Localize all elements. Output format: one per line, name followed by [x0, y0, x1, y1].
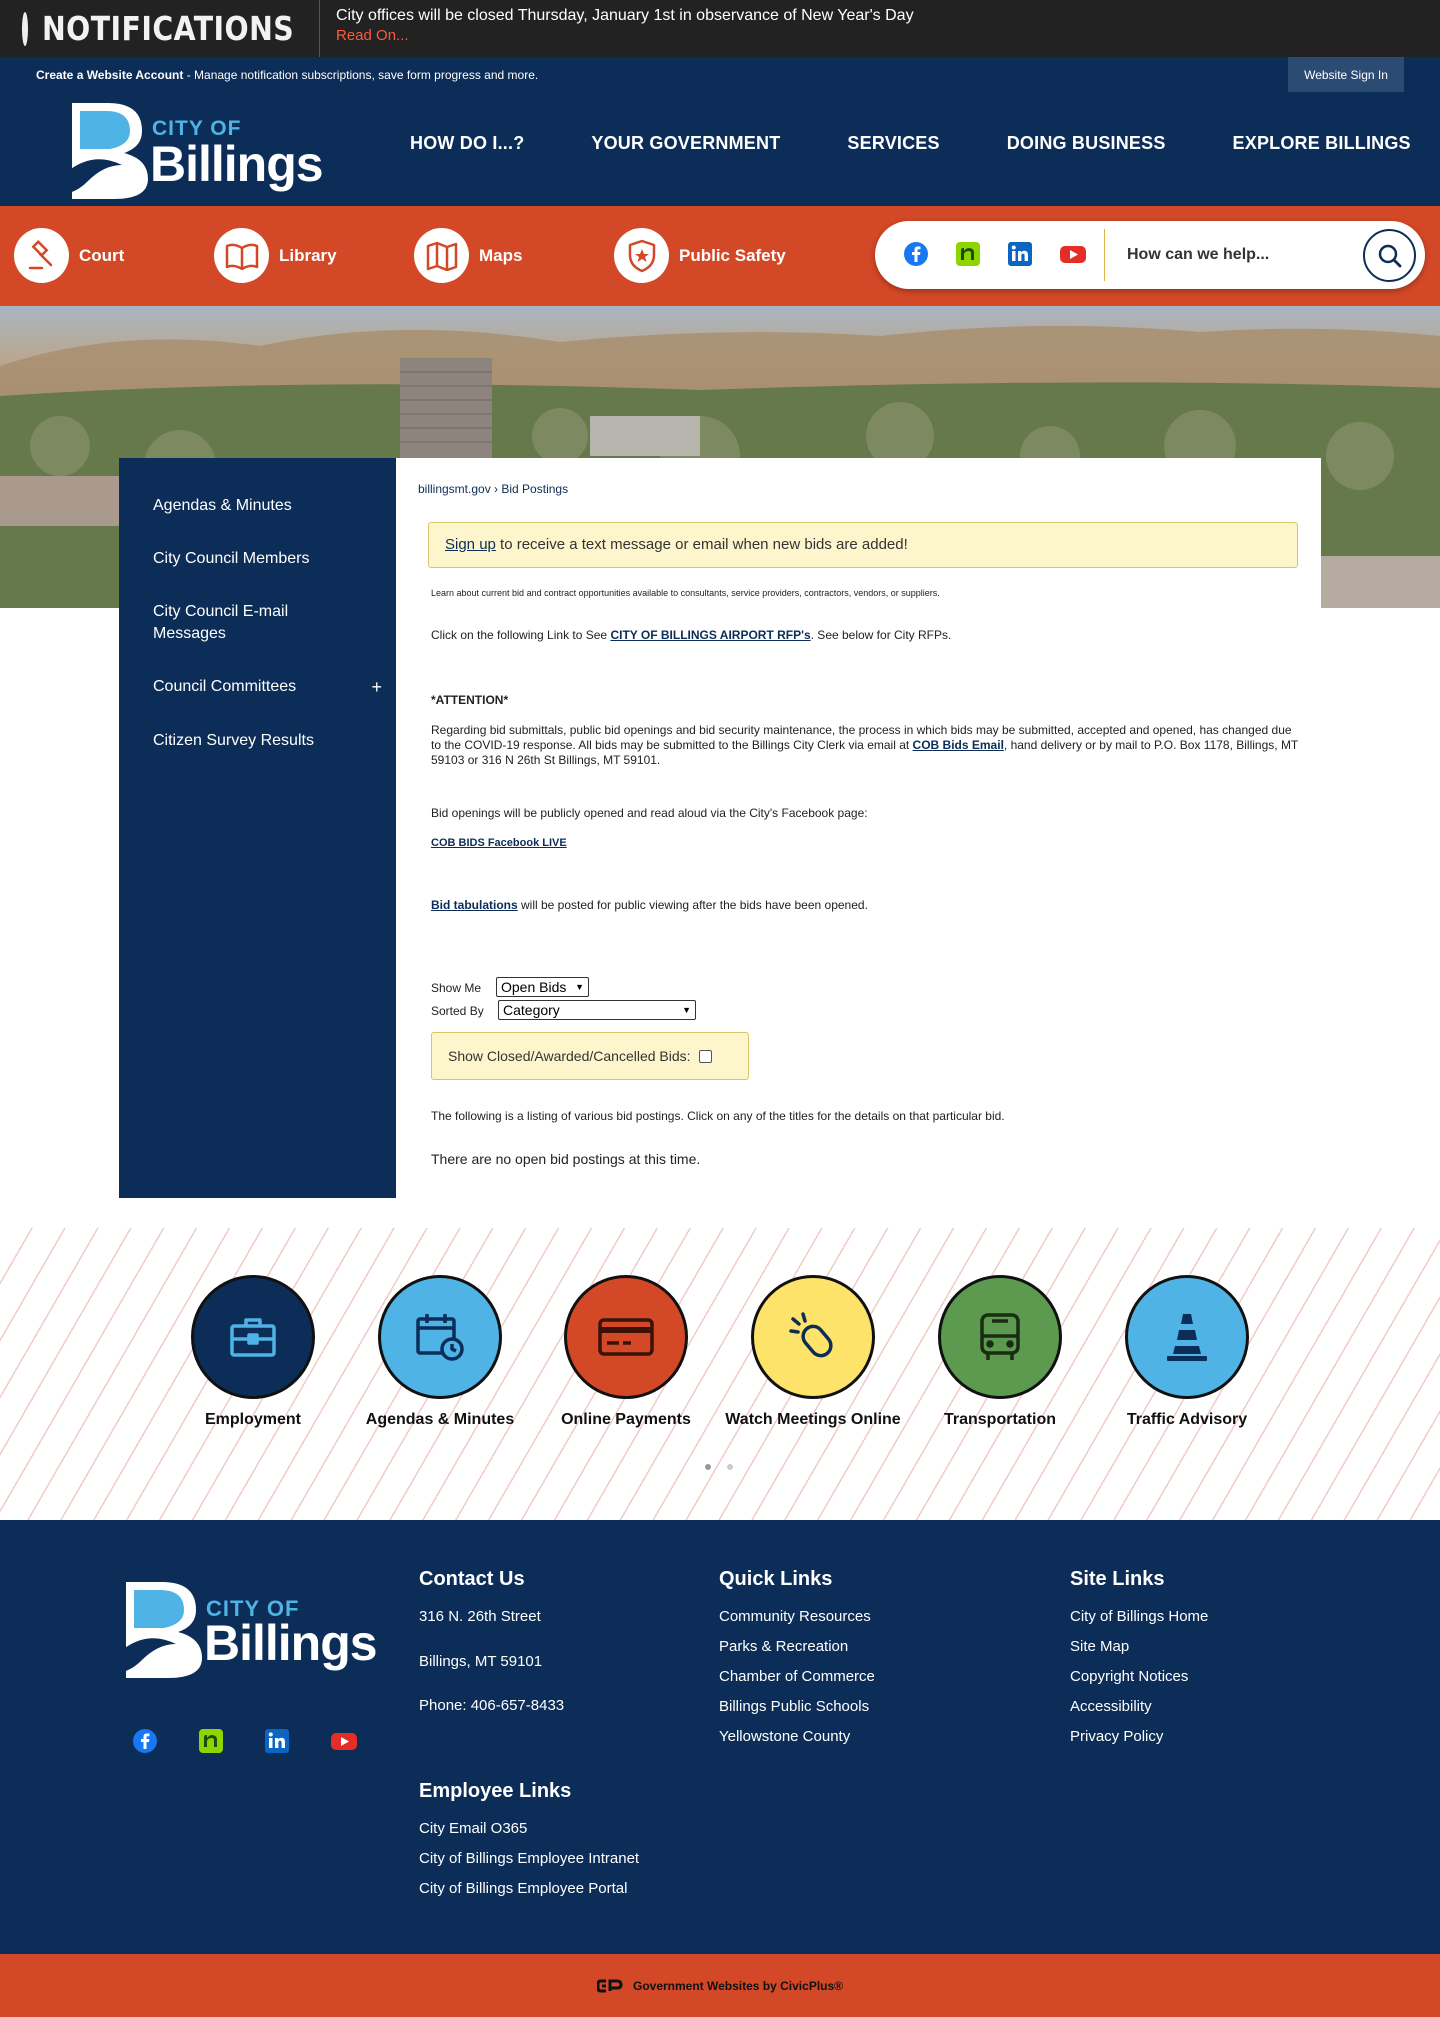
nav-services[interactable]: SERVICES — [847, 133, 940, 153]
show-closed-box — [431, 1032, 749, 1080]
footer-link[interactable]: Site Map — [1070, 1638, 1130, 1655]
account-bar — [0, 57, 1440, 93]
logo-city-of: CITY OF — [206, 1596, 300, 1621]
book-icon — [214, 228, 269, 283]
show-me-value: Open Bids — [501, 979, 567, 995]
no-bids-message: There are no open bid postings at this time. — [431, 1151, 701, 1167]
sidebar-item-council-committees[interactable] — [119, 676, 396, 698]
search-input[interactable] — [1127, 239, 1347, 271]
quick-link-label: Public Safety — [679, 245, 786, 265]
badge-icon — [614, 228, 669, 283]
quick-link-public-safety[interactable] — [614, 228, 786, 283]
logo-billings: Billings — [204, 1615, 377, 1671]
search-icon — [1377, 243, 1403, 269]
footer-site-links — [1070, 1568, 1208, 1759]
quick-links-bar — [0, 206, 1440, 306]
graphic-link-agendas-minutes[interactable] — [347, 1275, 533, 1429]
footer-heading: Site Links — [1070, 1568, 1165, 1590]
covid-post-text: , hand delivery or by mail to P.O. Box 1178, Billings, MT 59103 or 316 N 26th St Billings, MT 59101. — [431, 738, 1299, 767]
sidebar-item-label: City Council E-mail Messages — [153, 603, 289, 642]
footer-heading: Quick Links — [719, 1568, 833, 1590]
carousel-dots — [705, 1464, 749, 1470]
bid-tabulations-link[interactable]: Bid tabulations — [431, 898, 518, 912]
facebook-icon[interactable] — [132, 1728, 158, 1754]
civicplus-bar — [0, 1954, 1440, 2017]
footer-link[interactable]: Chamber of Commerce — [719, 1668, 875, 1685]
sidebar-item-city-council-members[interactable] — [119, 548, 396, 570]
breadcrumb-separator: › — [490, 482, 502, 496]
intro-text: Learn about current bid and contract opportunities available to consultants, service providers, contractors, vendors, or suppliers. — [431, 588, 940, 598]
nav-doing-business[interactable]: DOING BUSINESS — [1006, 133, 1166, 153]
footer-link[interactable]: Copyright Notices — [1070, 1668, 1189, 1685]
bus-icon — [938, 1275, 1062, 1399]
quick-link-label: Court — [79, 245, 125, 265]
footer-link[interactable]: Yellowstone County — [719, 1728, 851, 1745]
airport-rfp-link[interactable]: CITY OF BILLINGS AIRPORT RFP's — [610, 628, 811, 642]
expand-plus-icon[interactable]: + — [371, 677, 382, 697]
city-logo[interactable] — [64, 101, 324, 201]
youtube-icon[interactable] — [1059, 241, 1087, 267]
breadcrumb — [418, 482, 568, 496]
billings-logo-icon — [64, 101, 154, 201]
site-header — [0, 93, 1440, 206]
carousel-dot[interactable] — [705, 1464, 711, 1470]
footer-link[interactable]: Billings Public Schools — [719, 1698, 870, 1715]
footer-link[interactable]: Accessibility — [1070, 1698, 1152, 1715]
carousel-dot[interactable] — [727, 1464, 733, 1470]
billings-logo-icon — [118, 1580, 208, 1680]
notification-label — [0, 0, 320, 57]
show-closed-label: Show Closed/Awarded/Cancelled Bids: — [448, 1048, 691, 1064]
covid-paragraph — [431, 723, 1301, 768]
listing-text: The following is a listing of various bid postings. Click on any of the titles for the details on that particular bid. — [431, 1109, 1005, 1123]
sidebar-item-label: Agendas & Minutes — [153, 497, 292, 514]
attention-heading: *ATTENTION* — [431, 693, 509, 707]
airport-pre-text: Click on the following Link to See — [431, 628, 611, 642]
sidebar-item-label: City Council Members — [153, 550, 310, 567]
footer-link[interactable]: Parks & Recreation — [719, 1638, 849, 1655]
tabulations-post-text: will be posted for public viewing after the bids have been opened. — [517, 898, 868, 912]
footer-link[interactable]: City of Billings Employee Portal — [419, 1880, 628, 1897]
nav-explore-billings[interactable]: EXPLORE BILLINGS — [1232, 133, 1411, 153]
footer-heading: Employee Links — [419, 1780, 572, 1802]
civicplus-logo-icon — [597, 1979, 623, 1993]
graphic-link-online-payments[interactable] — [533, 1275, 719, 1429]
graphic-link-label: Traffic Advisory — [1126, 1411, 1248, 1428]
chevron-down-icon: ▼ — [682, 1005, 691, 1015]
logo-billings: Billings — [150, 136, 323, 192]
nextdoor-icon[interactable] — [955, 241, 981, 267]
footer-heading: Contact Us — [419, 1568, 525, 1590]
facebook-icon[interactable] — [903, 241, 929, 267]
graphic-link-employment[interactable] — [160, 1275, 346, 1429]
sidebar-item-label: Citizen Survey Results — [153, 732, 314, 749]
chevron-down-icon: ▼ — [575, 982, 584, 992]
footer-link[interactable]: City of Billings Home — [1070, 1608, 1209, 1625]
signup-notice — [428, 522, 1298, 568]
graphic-link-watch-meetings[interactable] — [720, 1275, 906, 1429]
footer-employee-links — [419, 1780, 639, 1911]
footer-address-line: Billings, MT 59101 — [419, 1653, 543, 1670]
linkedin-icon[interactable] — [264, 1728, 290, 1754]
show-closed-checkbox[interactable] — [699, 1050, 712, 1063]
site-footer — [0, 1520, 1440, 1954]
sorted-by-value: Category — [503, 1002, 560, 1018]
nextdoor-icon[interactable] — [198, 1728, 224, 1754]
civicplus-link[interactable]: Government Websites by CivicPlus® — [632, 1978, 844, 1993]
graphic-link-label: Online Payments — [561, 1411, 691, 1428]
graphic-link-label: Agendas & Minutes — [365, 1411, 515, 1428]
footer-quick-links — [719, 1568, 875, 1759]
website-sign-in-button[interactable]: Website Sign In — [1288, 57, 1404, 92]
nav-your-government[interactable]: YOUR GOVERNMENT — [591, 133, 781, 153]
youtube-icon[interactable] — [330, 1728, 358, 1754]
map-icon — [414, 228, 469, 283]
sidebar-item-council-email-messages[interactable] — [119, 601, 369, 645]
sign-up-link[interactable]: Sign up — [445, 536, 496, 553]
show-me-select[interactable] — [496, 977, 589, 997]
covid-pre-text: Regarding bid submittals, public bid openings and bid security maintenance, the process in which bids may be submitted, accepted and opened, has changed due to the COVID-19 response. All bids may be submitted to the Billings City Clerk via email at — [431, 723, 1292, 752]
quick-link-label: Library — [279, 245, 337, 265]
footer-phone: Phone: 406-657-8433 — [419, 1697, 565, 1714]
notification-title: NOTIFICATIONS — [42, 9, 295, 48]
mouse-click-icon — [751, 1275, 875, 1399]
sorted-by-label: Sorted By — [431, 1004, 484, 1018]
signup-text: to receive a text message or email when new bids are added! — [495, 536, 908, 553]
airport-post-text: . See below for City RFPs. — [810, 628, 952, 642]
logo-city-of: CITY OF — [152, 117, 242, 140]
account-description: - Manage notification subscriptions, save form progress and more. — [183, 68, 539, 82]
footer-logo[interactable] — [118, 1580, 378, 1680]
linkedin-icon[interactable] — [1007, 241, 1033, 267]
breadcrumb-home-link[interactable]: billingsmt.gov — [418, 482, 491, 496]
footer-link[interactable]: City Email O365 — [419, 1820, 528, 1837]
graphic-link-label: Employment — [204, 1411, 301, 1428]
cob-bids-facebook-link[interactable]: COB BIDS Facebook LIVE — [431, 837, 567, 849]
read-on-link[interactable]: Read On... — [336, 27, 409, 44]
gavel-icon — [14, 228, 69, 283]
graphic-links — [0, 1228, 1440, 1520]
main-navigation — [410, 133, 1411, 154]
alert-dot-icon — [22, 12, 28, 46]
nav-how-do-i[interactable]: HOW DO I...? — [410, 133, 525, 153]
facebook-paragraph: Bid openings will be publicly opened and read aloud via the City's Facebook page: — [431, 806, 868, 820]
notification-bar — [0, 0, 1440, 57]
graphic-link-transportation[interactable] — [907, 1275, 1093, 1429]
notification-message — [320, 0, 914, 57]
sidebar — [119, 458, 396, 1198]
graphic-link-traffic-advisory[interactable] — [1094, 1275, 1280, 1429]
cob-bids-email-link[interactable]: COB Bids Email — [912, 738, 1004, 752]
notification-text: City offices will be closed Thursday, January 1st in observance of New Year's Day — [336, 7, 914, 24]
tabulations-paragraph — [431, 898, 868, 913]
calendar-clock-icon — [378, 1275, 502, 1399]
main-content — [396, 458, 1321, 1198]
footer-address-line: 316 N. 26th Street — [419, 1608, 541, 1625]
search-button[interactable] — [1363, 229, 1416, 282]
quick-link-maps[interactable] — [414, 228, 522, 283]
footer-contact — [419, 1568, 564, 1728]
airport-rfp-paragraph — [431, 628, 951, 643]
footer-link[interactable]: Privacy Policy — [1070, 1728, 1164, 1745]
search-box — [875, 221, 1425, 289]
sidebar-item-agendas-minutes[interactable] — [119, 495, 396, 517]
footer-link[interactable]: Community Resources — [719, 1608, 871, 1625]
quick-link-library[interactable] — [214, 228, 337, 283]
sidebar-item-label: Council Committees — [153, 678, 297, 695]
show-me-label: Show Me — [431, 981, 482, 995]
sorted-by-select[interactable] — [498, 1000, 696, 1020]
account-text — [36, 68, 538, 82]
credit-card-icon — [564, 1275, 688, 1399]
graphic-link-label: Watch Meetings Online — [725, 1411, 901, 1428]
quick-link-court[interactable] — [14, 228, 124, 283]
quick-link-label: Maps — [479, 245, 523, 265]
breadcrumb-current: Bid Postings — [501, 482, 569, 496]
create-account-link[interactable]: Create a Website Account — [36, 68, 184, 82]
traffic-cone-icon — [1125, 1275, 1249, 1399]
graphic-link-label: Transportation — [943, 1411, 1056, 1428]
search-divider — [1104, 229, 1105, 281]
sidebar-item-citizen-survey-results[interactable] — [119, 730, 396, 752]
briefcase-icon — [191, 1275, 315, 1399]
footer-link[interactable]: City of Billings Employee Intranet — [419, 1850, 640, 1867]
